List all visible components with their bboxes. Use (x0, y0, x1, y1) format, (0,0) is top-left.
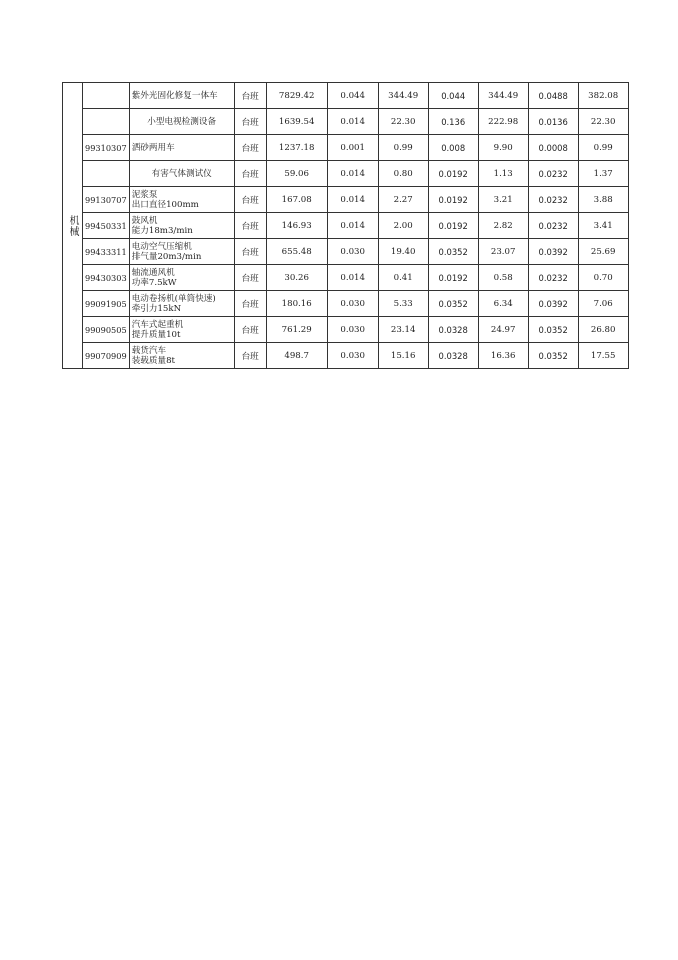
item-code: 99430303 (83, 265, 130, 291)
amount-cell: 19.40 (378, 239, 428, 265)
amount-cell: 6.34 (478, 291, 528, 317)
item-code (83, 83, 130, 109)
table-row (63, 135, 629, 161)
amount-cell: 3.41 (578, 213, 628, 239)
item-unit: 台班 (234, 83, 266, 109)
item-name (129, 109, 234, 135)
amount-cell: 22.30 (378, 109, 428, 135)
table-row (63, 83, 629, 109)
table-row (63, 265, 629, 291)
item-name-line: 提升质量10t (131, 329, 181, 340)
quantity-cell: 0.030 (327, 317, 378, 343)
item-name (129, 239, 234, 265)
item-code: 99450331 (83, 213, 130, 239)
item-code: 99070909 (83, 343, 130, 369)
category-label: 机械 (67, 214, 78, 237)
item-name-line: 汽车式起重机 (131, 319, 184, 330)
amount-cell: 23.07 (478, 239, 528, 265)
quantity-cell: 0.044 (428, 83, 478, 109)
amount-cell: 2.82 (478, 213, 528, 239)
item-code: 99310307 (83, 135, 130, 161)
quantity-cell: 0.136 (428, 109, 478, 135)
item-name-line: 有害气体测试仪 (151, 168, 212, 179)
quantity-cell: 0.0192 (428, 213, 478, 239)
amount-cell: 0.99 (578, 135, 628, 161)
quantity-cell: 0.001 (327, 135, 378, 161)
amount-cell: 344.49 (378, 83, 428, 109)
quantity-cell: 0.014 (327, 161, 378, 187)
quantity-cell: 0.0232 (528, 187, 578, 213)
table-row (63, 187, 629, 213)
quantity-cell: 0.0328 (428, 343, 478, 369)
item-unit: 台班 (234, 187, 266, 213)
amount-cell: 9.90 (478, 135, 528, 161)
amount-cell: 24.97 (478, 317, 528, 343)
item-name-line: 电动卷扬机(单筒快速) (131, 293, 216, 304)
machinery-table (62, 82, 629, 369)
item-code: 99090505 (83, 317, 130, 343)
quantity-cell: 0.014 (327, 109, 378, 135)
amount-cell: 22.30 (578, 109, 628, 135)
item-name (129, 161, 234, 187)
item-unit: 台班 (234, 213, 266, 239)
item-code (83, 161, 130, 187)
amount-cell: 1.13 (478, 161, 528, 187)
amount-cell: 25.69 (578, 239, 628, 265)
quantity-cell: 0.030 (327, 239, 378, 265)
item-name-line: 小型电视检测设备 (147, 116, 217, 127)
unit-price: 180.16 (266, 291, 327, 317)
quantity-cell: 0.0352 (428, 239, 478, 265)
item-name-line: 出口直径100mm (131, 199, 199, 210)
item-name-line: 装载质量8t (131, 355, 175, 366)
unit-price: 761.29 (266, 317, 327, 343)
amount-cell: 0.70 (578, 265, 628, 291)
item-name-line: 排气量20m3/min (131, 251, 202, 262)
table-body (63, 83, 629, 369)
table-row (63, 161, 629, 187)
quantity-cell: 0.0192 (428, 161, 478, 187)
quantity-cell: 0.0392 (528, 291, 578, 317)
item-name (129, 135, 234, 161)
amount-cell: 23.14 (378, 317, 428, 343)
item-code: 99130707 (83, 187, 130, 213)
quantity-cell: 0.0192 (428, 187, 478, 213)
item-name (129, 343, 234, 369)
item-unit: 台班 (234, 343, 266, 369)
item-name-line: 轴流通风机 (131, 267, 175, 278)
item-unit: 台班 (234, 265, 266, 291)
unit-price: 167.08 (266, 187, 327, 213)
amount-cell: 3.88 (578, 187, 628, 213)
quantity-cell: 0.044 (327, 83, 378, 109)
amount-cell: 0.99 (378, 135, 428, 161)
unit-price: 1639.54 (266, 109, 327, 135)
quantity-cell: 0.0328 (428, 317, 478, 343)
item-name-line: 电动空气压缩机 (131, 241, 192, 252)
amount-cell: 222.98 (478, 109, 528, 135)
unit-price: 30.26 (266, 265, 327, 291)
item-code: 99433311 (83, 239, 130, 265)
item-unit: 台班 (234, 135, 266, 161)
unit-price: 498.7 (266, 343, 327, 369)
item-name-line: 功率7.5kW (131, 277, 177, 288)
table-row (63, 213, 629, 239)
amount-cell: 2.27 (378, 187, 428, 213)
item-name (129, 265, 234, 291)
item-unit: 台班 (234, 161, 266, 187)
item-name-line: 载货汽车 (131, 345, 167, 356)
amount-cell: 0.41 (378, 265, 428, 291)
amount-cell: 1.37 (578, 161, 628, 187)
quantity-cell: 0.030 (327, 343, 378, 369)
quantity-cell: 0.0352 (428, 291, 478, 317)
quantity-cell: 0.014 (327, 187, 378, 213)
item-name-line: 泥浆泵 (131, 189, 158, 200)
unit-price: 655.48 (266, 239, 327, 265)
item-name-line: 牵引力15kN (131, 303, 182, 314)
item-name (129, 317, 234, 343)
item-name (129, 83, 234, 109)
amount-cell: 15.16 (378, 343, 428, 369)
table-row (63, 291, 629, 317)
amount-cell: 0.58 (478, 265, 528, 291)
item-code (83, 109, 130, 135)
item-name-line: 能力18m3/min (131, 225, 193, 236)
amount-cell: 0.80 (378, 161, 428, 187)
item-unit: 台班 (234, 317, 266, 343)
table-row (63, 239, 629, 265)
amount-cell: 17.55 (578, 343, 628, 369)
amount-cell: 2.00 (378, 213, 428, 239)
quantity-cell: 0.0232 (528, 161, 578, 187)
quantity-cell: 0.0008 (528, 135, 578, 161)
quantity-cell: 0.0392 (528, 239, 578, 265)
unit-price: 59.06 (266, 161, 327, 187)
item-unit: 台班 (234, 109, 266, 135)
unit-price: 1237.18 (266, 135, 327, 161)
quantity-cell: 0.0488 (528, 83, 578, 109)
item-unit: 台班 (234, 291, 266, 317)
item-name (129, 187, 234, 213)
amount-cell: 3.21 (478, 187, 528, 213)
category-cell (63, 83, 83, 369)
quantity-cell: 0.0136 (528, 109, 578, 135)
unit-price: 146.93 (266, 213, 327, 239)
item-name (129, 213, 234, 239)
table-row (63, 317, 629, 343)
quantity-cell: 0.014 (327, 213, 378, 239)
amount-cell: 344.49 (478, 83, 528, 109)
item-name (129, 291, 234, 317)
amount-cell: 382.08 (578, 83, 628, 109)
item-code: 99091905 (83, 291, 130, 317)
amount-cell: 7.06 (578, 291, 628, 317)
quantity-cell: 0.0352 (528, 343, 578, 369)
item-unit: 台班 (234, 239, 266, 265)
quantity-cell: 0.014 (327, 265, 378, 291)
quantity-cell: 0.008 (428, 135, 478, 161)
amount-cell: 5.33 (378, 291, 428, 317)
quantity-cell: 0.0232 (528, 213, 578, 239)
quantity-cell: 0.0192 (428, 265, 478, 291)
item-name-line: 洒砂两用车 (131, 142, 175, 153)
quantity-cell: 0.0352 (528, 317, 578, 343)
amount-cell: 16.36 (478, 343, 528, 369)
item-name-line: 紫外光固化修复一体车 (131, 90, 218, 101)
unit-price: 7829.42 (266, 83, 327, 109)
quantity-cell: 0.0232 (528, 265, 578, 291)
item-name-line: 鼓风机 (131, 215, 158, 226)
quantity-cell: 0.030 (327, 291, 378, 317)
table-row (63, 109, 629, 135)
amount-cell: 26.80 (578, 317, 628, 343)
table-row (63, 343, 629, 369)
